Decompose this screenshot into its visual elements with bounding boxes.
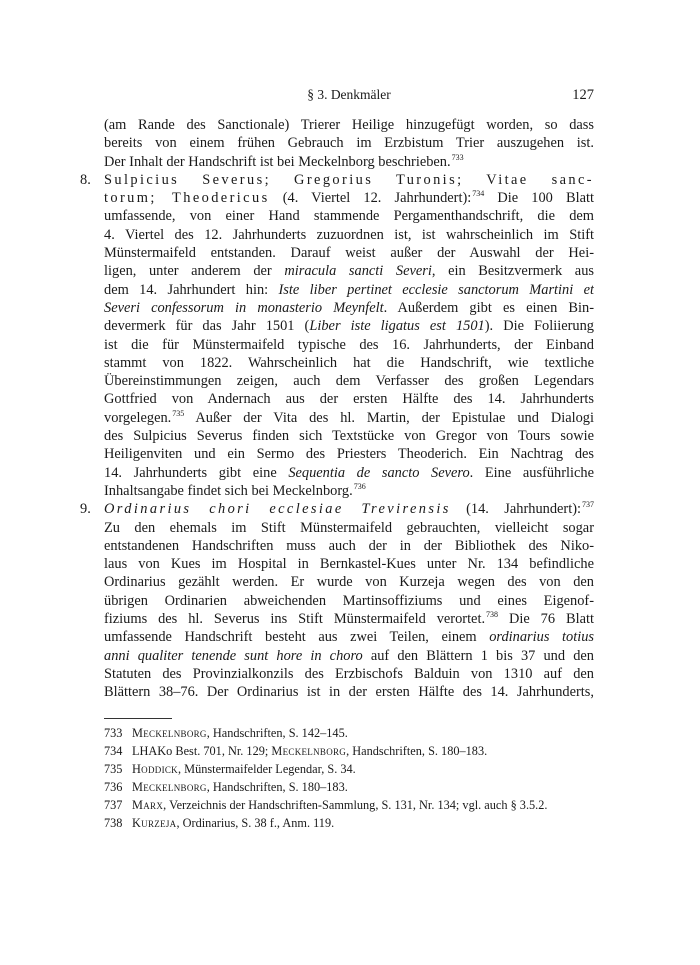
- text-line: Übereinstimmungen zeigen, auch dem Verfasser des großen Legendars: [104, 373, 594, 390]
- text-line: entstandenen Handschriften muss auch der in der Bibliothek des Niko-: [104, 537, 594, 554]
- text-line: Ordinarius gezählt werden. Er wurde von Kurzeja wegen des von den: [104, 574, 594, 591]
- text-line: umfassende, von einer Hand stammende Pergamenthandschrift, die dem: [104, 208, 594, 225]
- text-line: 14. Jahrhunderts gibt eine Sequentia de sancto Severo. Eine ausführliche: [104, 464, 594, 481]
- footnote-ref: 736: [353, 481, 366, 491]
- text-line: Zu den ehemals im Stift Münstermaifeld gebrauchten, vielleicht sogar: [104, 519, 594, 536]
- text-line: Der Inhalt der Handschrift ist bei Meckelnborg beschrieben.$^{733}$: [104, 152, 464, 170]
- text-line: anni qualiter tenende sunt hore in choro auf den Blättern 1 bis 37 und den: [104, 647, 594, 664]
- text-line: (am Rande des Sanctionale) Trierer Heilige hinzugefügt worden, so dass: [104, 117, 594, 133]
- text-line: Münstermaifeld entstanden. Darauf weist außer der Auswahl der Hei-: [104, 245, 594, 262]
- text-line: Heiligenviten und ein Sermo des Priesters Theoderich. Ein Nachtrag des: [104, 446, 594, 463]
- footnote: 738 Kurzeja, Ordinarius, S. 38 f., Anm. 119.: [104, 816, 335, 830]
- text-line: stammt von 1822. Wahrscheinlich hat die Handschrift, wie textliche: [104, 354, 594, 371]
- catalog-entry-8: [80, 171, 594, 500]
- footnote: 733 Meckelnborg, Handschriften, S. 142–145.: [104, 726, 348, 740]
- footnote-rule: [104, 718, 172, 719]
- text-line: übrigen Ordinarien abweichenden Martinsoffiziums und eines Eigenof-: [104, 592, 594, 609]
- footnote: 736 Meckelnborg, Handschriften, S. 180–183.: [104, 780, 348, 794]
- footnote-ref: 734: [472, 189, 485, 199]
- text-line: Statuten des Provinzialkonzils des Erzbischofs Balduin von 1310 auf den: [104, 665, 594, 682]
- entry-number: 8.: [80, 171, 91, 188]
- text-line: Inhaltsangabe findet sich bei Meckelnborg.$^{736}$: [104, 481, 366, 499]
- text-line: 4. Viertel des 12. Jahrhunderts zuzuordnen ist, ist wahrscheinlich im Stift: [104, 226, 594, 243]
- entry-heading: torum; Theodericus (4. Viertel 12. Jahrhundert):$^{734}$ Die 100 Blatt: [104, 189, 594, 207]
- footnote-ref: 733: [451, 152, 464, 162]
- footnote-ref: 737: [582, 500, 594, 510]
- page-number: 127: [572, 87, 594, 103]
- text-line: vorgelegen.$^{735}$ Außer der Vita des hl. Martin, der Epistulae und Dialogi: [104, 408, 594, 426]
- text-line: dem 14. Jahrhundert hin: Iste liber pertinet ecclesie sanctorum Martini et: [104, 281, 594, 298]
- footnote-ref: 738: [486, 610, 499, 620]
- text-line: Blättern 38–76. Der Ordinarius ist in der ersten Hälfte des 14. Jahrhunderts,: [104, 684, 594, 701]
- text-line: ligen, unter anderem der miracula sancti Severi, ein Besitzvermerk aus: [104, 263, 594, 280]
- text-line: devermerk für das Jahr 1501 (Liber iste ligatus est 1501). Die Foliierung: [104, 318, 594, 335]
- running-title: § 3. Denkmäler: [307, 87, 391, 102]
- main-text: [80, 116, 594, 702]
- footnote: 735 Hoddick, Münstermaifelder Legendar, S. 34.: [104, 762, 356, 776]
- footnotes: [104, 724, 594, 832]
- text-line: bereits von einem frühen Gebrauch im Erzbistum Trier auszugehen ist.: [104, 135, 594, 152]
- running-head: [104, 87, 594, 105]
- text-line: laus von Kues im Hospital in Bernkastel-Kues unter Nr. 134 befindliche: [104, 556, 594, 573]
- entry-heading: Sulpicius Severus; Gregorius Turonis; Vitae sanc-: [104, 171, 594, 188]
- text-line: ist die für Münstermaifeld typische des 16. Jahrhunderts, der Einband: [104, 336, 594, 353]
- footnote-ref: 735: [172, 408, 185, 418]
- text-line: fiziums des hl. Severus ins Stift Münstermaifeld verortet.$^{738}$ Die 76 Blatt: [104, 610, 594, 628]
- text-line: umfassende Handschrift besteht aus zwei Teilen, einem ordinarius totius: [104, 629, 594, 646]
- text-line: Severi confessorum in monasterio Meynfelt. Außerdem gibt es einen Bin-: [104, 299, 594, 316]
- entry-number: 9.: [80, 501, 91, 518]
- text-line: des Sulpicius Severus finden sich Textstücke von Gregor von Tours sowie: [104, 428, 594, 445]
- footnote: 737 Marx, Verzeichnis der Handschriften-Sammlung, S. 131, Nr. 134; vgl. auch § 3.5.2.: [104, 798, 548, 812]
- footnote: 734 LHAKo Best. 701, Nr. 129; Meckelnborg, Handschriften, S. 180–183.: [104, 744, 488, 758]
- catalog-entry-9: [80, 500, 594, 701]
- text-line: Gottfried von Andernach aus der ersten Hälfte des 14. Jahrhunderts: [104, 391, 594, 408]
- entry-heading: Ordinarius chori ecclesiae Trevirensis (14. Jahrhundert):$^{737}$: [104, 500, 594, 518]
